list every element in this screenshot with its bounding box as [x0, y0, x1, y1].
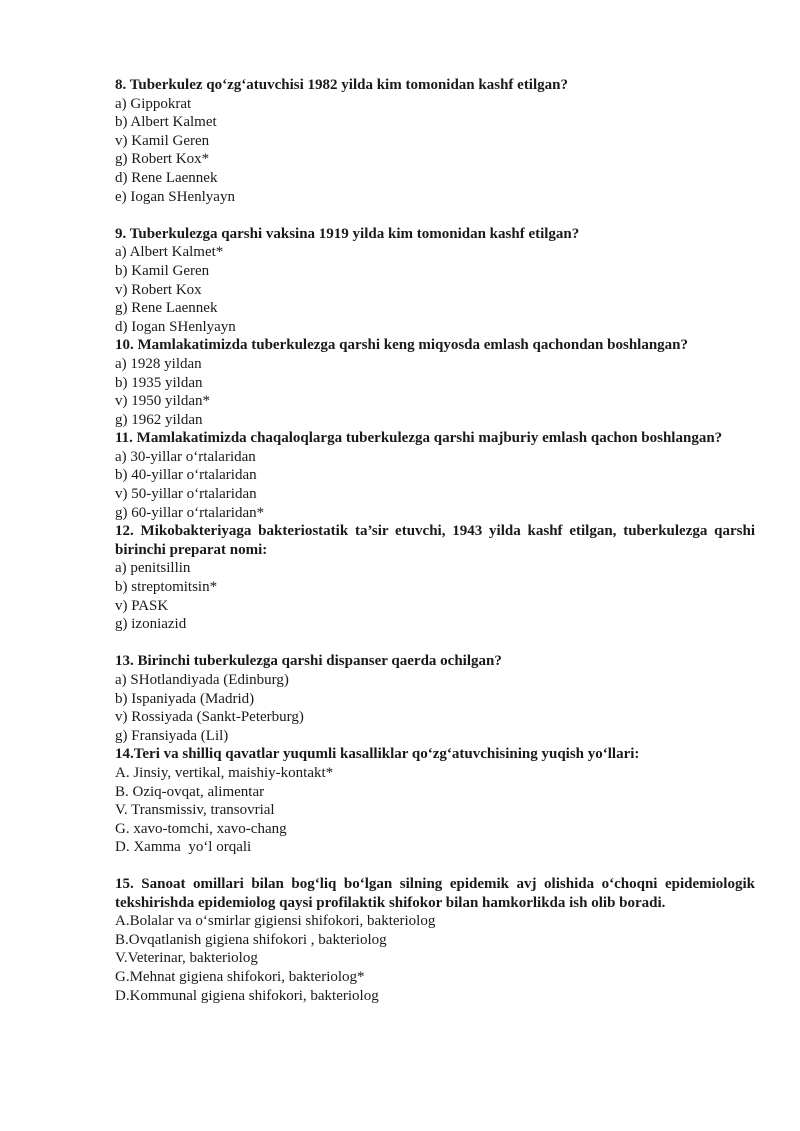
question-title: 11. Mamlakatimizda chaqaloqlarga tuberkulezga qarshi majburiy emlash qachon boshlangan? — [115, 430, 723, 447]
answer-option: B.Ovqatlanish gigiena shifokori , bakteriolog — [115, 931, 387, 948]
question-8 — [115, 76, 755, 206]
answer-option: v) PASK — [115, 597, 169, 614]
answer-option: v) 1950 yildan* — [115, 393, 210, 410]
answer-option: G.Mehnat gigiena shifokori, bakteriolog* — [115, 968, 365, 985]
question-10 — [115, 336, 755, 429]
answer-option: g) 60-yillar o‘rtalaridan* — [115, 504, 265, 521]
answer-option: a) penitsillin — [115, 560, 191, 577]
question-14 — [115, 745, 755, 857]
answer-option: A.Bolalar va o‘smirlar gigiensi shifokori, bakteriolog — [115, 913, 436, 930]
answer-option: g) Fransiyada (Lil) — [115, 727, 229, 744]
answer-option: g) Robert Kox* — [115, 151, 210, 168]
question-title: 8. Tuberkulez qo‘zg‘atuvchisi 1982 yilda kim tomonidan kashf etilgan? — [115, 77, 568, 93]
answer-option: g) Rene Laennek — [115, 300, 218, 317]
answer-option: a) 1928 yildan — [115, 355, 202, 372]
answer-option: d) Iogan SHenlyayn — [115, 318, 236, 335]
question-15 — [115, 875, 755, 1005]
answer-option: D. Xamma yo‘l orqali — [115, 839, 252, 856]
answer-option: d) Rene Laennek — [115, 169, 218, 186]
answer-option: b) Ispaniyada (Madrid) — [115, 690, 255, 707]
answer-option: b) 1935 yildan — [115, 374, 203, 391]
question-13 — [115, 652, 755, 745]
spacer — [115, 634, 755, 653]
answer-option: D.Kommunal gigiena shifokori, bakteriolog — [115, 987, 379, 1004]
question-title: 15. Sanoat omillari bilan bog‘liq bo‘lgan silning epidemik avj olishida o‘choqni epidemiologik tekshirishda epidemiolog qaysi profilaktik shifokor bilan hamkorlikda ish olib boradi. — [115, 875, 755, 911]
question-title: 13. Birinchi tuberkulezga qarshi dispanser qaerda ochilgan? — [115, 653, 502, 670]
spacer — [115, 206, 755, 225]
question-title: 12. Mikobakteriyaga bakteriostatik ta’sir etuvchi, 1943 yilda kashf etilgan, tuberkulezga qarshi birinchi preparat nomi: — [115, 523, 755, 558]
answer-option: b) 40-yillar o‘rtalaridan — [115, 467, 257, 484]
answer-option: g) izoniazid — [115, 616, 187, 633]
answer-option: v) 50-yillar o‘rtalaridan — [115, 486, 257, 503]
question-title: 14.Teri va shilliq qavatlar yuqumli kasalliklar qo‘zg‘atuvchisining yuqish yo‘llari: — [115, 746, 640, 763]
answer-option: a) Gippokrat — [115, 95, 192, 112]
answer-option: A. Jinsiy, vertikal, maishiy-kontakt* — [115, 764, 334, 781]
answer-option: a) SHotlandiyada (Edinburg) — [115, 672, 289, 688]
answer-option: G. xavo-tomchi, xavo-chang — [115, 820, 287, 837]
answer-option: B. Oziq-ovqat, alimentar — [115, 783, 265, 800]
answer-option: b) streptomitsin* — [115, 579, 218, 596]
answer-option: v) Robert Kox — [115, 281, 202, 298]
spacer — [115, 857, 755, 875]
answer-option: v) Kamil Geren — [115, 132, 210, 149]
question-title: 9. Tuberkulezga qarshi vaksina 1919 yilda kim tomonidan kashf etilgan? — [115, 225, 580, 242]
question-11 — [115, 429, 755, 522]
question-12 — [115, 522, 755, 634]
answer-option: b) Kamil Geren — [115, 262, 210, 279]
answer-option: b) Albert Kalmet — [115, 114, 217, 131]
question-title: 10. Mamlakatimizda tuberkulezga qarshi keng miqyosda emlash qachondan boshlangan? — [115, 337, 689, 354]
answer-option: g) 1962 yildan — [115, 411, 203, 428]
answer-option: a) Albert Kalmet* — [115, 244, 224, 261]
answer-option: e) Iogan SHenlyayn — [115, 188, 235, 205]
test-document — [115, 76, 755, 1005]
question-9 — [115, 225, 755, 337]
answer-option: V. Transmissiv, transovrial — [115, 802, 275, 819]
answer-option: V.Veterinar, bakteriolog — [115, 950, 258, 967]
answer-option: a) 30-yillar o‘rtalaridan — [115, 448, 256, 465]
answer-option: v) Rossiyada (Sankt-Peterburg) — [115, 709, 304, 726]
